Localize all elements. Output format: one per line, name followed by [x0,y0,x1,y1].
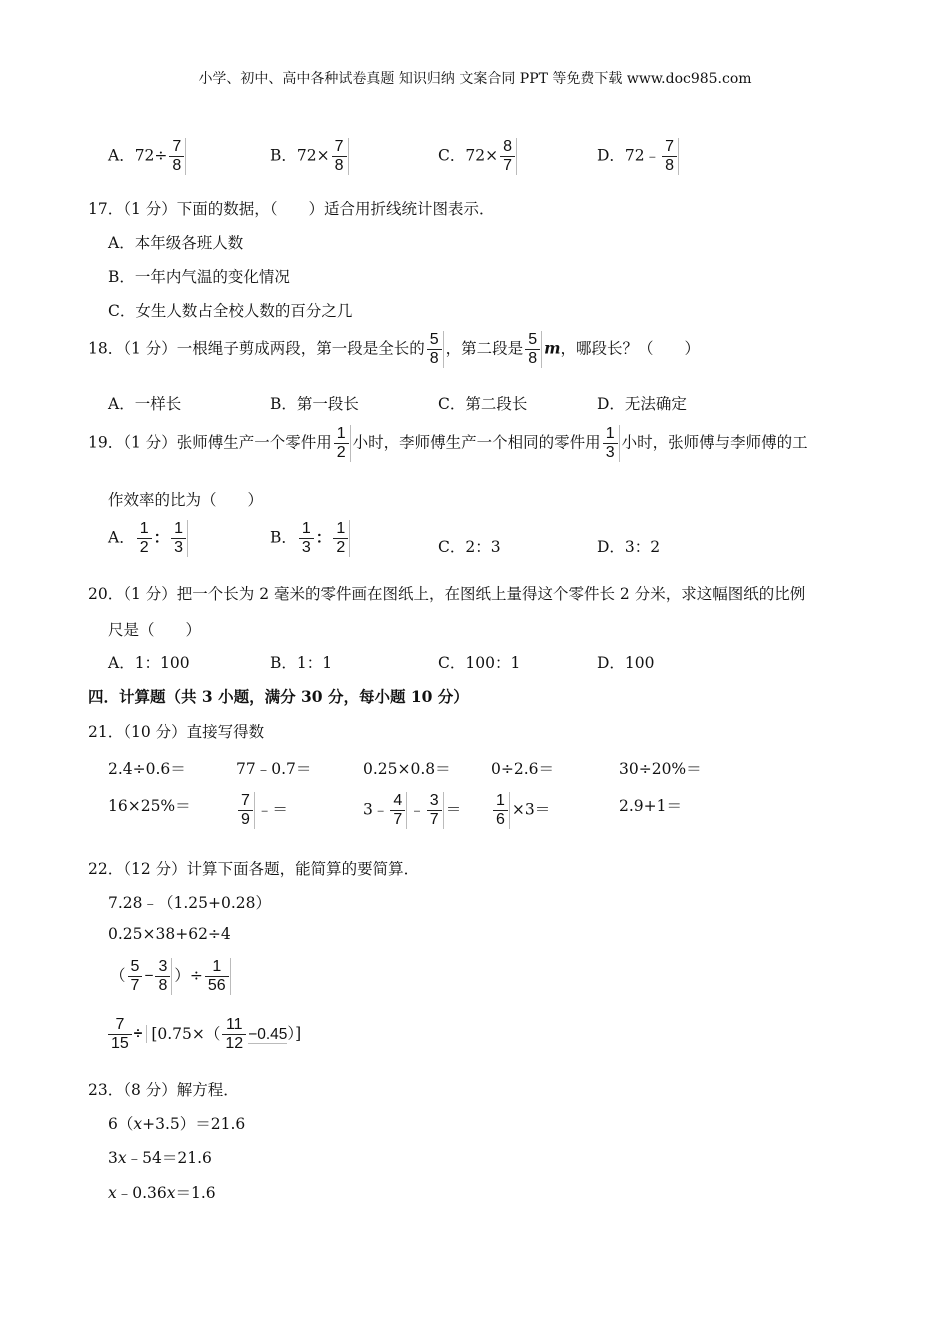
q21-stem: 21．（10 分）直接写得数 [88,723,265,741]
q19-a1-num: 1 [139,520,149,537]
q18-stem [88,331,700,368]
q21-r2-item-2 [236,792,288,829]
q16-c-num: 8 [503,138,512,155]
q23-e3-b: ＝1.6 [175,1184,216,1202]
q19-option-d: D．3：2 [597,538,661,556]
q22-e3-f3-num: 1 [212,958,222,975]
q21-r2-3-fraction-2 [427,792,444,829]
q19-a2-den: 3 [171,538,186,557]
q22-e4-fraction-2 [222,1016,246,1053]
q22-e4-mid: [0.75×（ [146,1025,220,1043]
q18-f2-den: 8 [525,349,540,368]
q19-b-colon: ： [315,529,332,547]
q21-r2-item-5: 2.9+1＝ [619,797,682,815]
q19-a-frac-2 [171,520,188,557]
q19-stem-3: 小时，张师傅与李师傅的工 [621,433,808,452]
q23-e3-x2: x [166,1184,176,1202]
q19-fraction-1 [334,425,351,462]
q22-e4-fraction-1 [108,1016,132,1053]
q22-e4-f2-num: 11 [225,1016,243,1033]
q21-r2-2-tail: ﹣＝ [256,800,288,819]
q19-stem-1: 19．（1 分）张师傅生产一个零件用 [88,433,332,452]
q21-r2-3-f1-den: 7 [390,810,405,829]
q19-f2-num: 1 [605,425,615,442]
q19-b-frac-1 [299,520,314,557]
q22-e3-f1-num: 5 [130,958,140,975]
q18-f1-num: 5 [429,331,439,348]
q23-e3-x1: x [108,1184,117,1202]
q23-equation-2 [108,1146,212,1168]
q16-c-prefix: C．72× [438,146,499,165]
q16-d-prefix: D．72﹣ [597,146,661,165]
q16-d-num: 7 [665,138,675,155]
q19-a-label: A． [108,528,135,547]
q21-r2-item-1: 16×25%＝ [108,797,191,815]
q22-e4-f2-den: 12 [222,1034,246,1053]
q22-expression-3 [110,958,233,995]
q17-option-b: B．一年内气温的变化情况 [108,268,290,286]
q23-equation-1 [108,1112,245,1134]
q21-r1-item-1: 2.4÷0.6＝ [108,760,186,778]
q21-r2-2-fraction [238,792,255,829]
q16-option-a [108,138,188,175]
q23-e1-a: 6（ [108,1115,134,1133]
q23-stem: 23．（8 分）解方程． [88,1081,239,1099]
q16-b-fraction [332,138,349,175]
q16-d-fraction [662,138,679,175]
q16-d-den: 8 [662,156,677,175]
q20-option-b: B．1：1 [270,654,333,672]
q21-r1-item-2: 77﹣0.7＝ [236,760,312,778]
q23-e2-a: 3 [108,1149,118,1167]
q23-e2-x: x [117,1149,127,1167]
q22-e3-f1-den: 7 [128,976,143,995]
q16-b-num: 7 [334,138,344,155]
q22-e3-fraction-1 [128,958,143,995]
q19-b-label: B． [270,528,297,547]
q19-option-a [108,520,190,557]
q23-e2-b: ﹣54＝21.6 [126,1149,212,1167]
q21-r2-3-f2-num: 3 [429,792,439,809]
q22-e4-tail: −0.45 [248,1025,288,1043]
q20-option-a: A．1：100 [108,654,190,672]
q16-a-fraction [169,138,186,175]
q19-stem-2: 小时，李师傅生产一个相同的零件用 [352,433,601,452]
q19-f1-den: 2 [334,443,349,462]
q21-r1-item-3: 0.25×0.8＝ [363,760,451,778]
q16-a-prefix: A．72÷ [108,146,168,165]
q16-b-prefix: B．72× [270,146,330,165]
q21-r2-2-den: 9 [238,810,253,829]
q22-expression-4 [106,1016,301,1053]
q16-b-den: 8 [332,156,347,175]
q16-a-num: 7 [172,138,182,155]
q16-c-fraction [500,138,517,175]
q23-e1-x: x [133,1115,143,1133]
q18-stem-3: ，哪段长？（ ） [560,339,701,358]
q19-fraction-2 [603,425,620,462]
q19-b2-num: 1 [336,520,346,537]
q22-e4-close: ）] [287,1024,302,1043]
q18-option-c: C．第二段长 [438,395,528,413]
q21-r2-2-num: 7 [241,792,250,809]
q21-r2-3-f2-den: 7 [427,810,442,829]
q16-option-d [597,138,681,175]
q23-e1-b: +3.5）＝21.6 [142,1115,246,1133]
q16-a-den: 8 [169,156,184,175]
q19-a-colon: ： [153,529,170,547]
q19-b1-den: 3 [299,538,314,557]
q18-fraction-1 [427,331,444,368]
q19-f2-den: 3 [603,443,618,462]
q22-e3-open: （ [110,966,126,985]
q22-stem: 22．（12 分）计算下面各题，能简算的要简算． [88,860,420,878]
q22-e3-f2-num: 3 [158,958,168,975]
q22-e4-f1-num: 7 [115,1016,125,1033]
q19-a2-num: 1 [174,520,184,537]
q22-expression-2: 0.25×38+62÷4 [108,925,231,943]
q22-e3-fraction-2 [155,958,172,995]
q18-f1-den: 8 [427,349,442,368]
q21-r2-3-mid: ﹣ [409,800,425,819]
q19-a-frac-1 [137,520,152,557]
q22-e3-minus: − [144,967,154,985]
q21-r2-3-f1-num: 4 [393,792,403,809]
q19-b1-num: 1 [301,520,311,537]
q21-r2-item-4 [491,792,550,829]
q22-e3-f3-den: 56 [205,976,229,995]
q19-option-c: C．2：3 [438,538,501,556]
q22-expression-1: 7.28﹣（1.25+0.28） [108,894,272,912]
q18-fraction-2 [525,331,542,368]
q23-e3-a: ﹣0.36 [116,1184,167,1202]
q23-equation-3 [108,1181,216,1203]
q17-option-a: A．本年级各班人数 [108,234,244,252]
q22-e3-fraction-3 [205,958,231,995]
q21-r2-4-fraction [493,792,510,829]
q19-f1-num: 1 [336,425,346,442]
q17-stem: 17．（1 分）下面的数据，（ ）适合用折线统计图表示． [88,200,495,218]
q18-option-a: A．一样长 [108,395,182,413]
q18-option-b: B．第一段长 [270,395,359,413]
q21-r2-item-3 [363,792,461,829]
q22-e3-f2-den: 8 [155,976,170,995]
q21-r2-3-fraction-1 [390,792,407,829]
q22-e4-divide: ÷ [133,1025,143,1043]
q21-r2-3-head: 3﹣ [363,800,389,819]
q19-stem-cont: 作效率的比为（ ） [108,491,264,509]
q20-option-c: C．100：1 [438,654,521,672]
q20-stem: 20．（1 分）把一个长为 2 毫米的零件画在图纸上，在图纸上量得这个零件长 2 分米，求这幅图纸的比例 [88,585,806,603]
q19-option-b [270,520,352,557]
q18-option-d: D．无法确定 [597,395,687,413]
q19-a1-den: 2 [137,538,152,557]
q22-e4-f1-den: 15 [108,1034,132,1053]
q18-stem-1: 18．（1 分）一根绳子剪成两段，第一段是全长的 [88,339,425,358]
q16-option-c [438,138,519,175]
q19-b-frac-2 [333,520,350,557]
q21-r2-4-num: 1 [496,792,505,809]
q21-r2-4-tail: ×3＝ [511,800,551,819]
q17-option-c: C．女生人数占全校人数的百分之几 [108,302,353,320]
q16-option-b [270,138,351,175]
q18-stem-2: ，第二段是 [445,339,524,358]
q16-c-den: 7 [500,156,515,175]
section-4-heading: 四．计算题（共 3 小题，满分 30 分，每小题 10 分） [88,687,469,706]
q19-stem [88,425,808,462]
q22-e3-close: ）÷ [174,966,203,985]
q20-stem-cont: 尺是（ ） [108,621,202,639]
q20-option-d: D．100 [597,654,655,672]
q18-unit: m [544,338,561,358]
q21-r2-4-den: 6 [493,810,508,829]
q18-f2-num: 5 [528,331,538,348]
page-header: 小学、初中、高中各种试卷真题 知识归纳 文案合同 PPT 等免费下载 www.doc985.com [198,71,752,87]
q19-b2-den: 2 [333,538,348,557]
q21-r2-3-tail: ＝ [445,800,462,819]
q21-r1-item-5: 30÷20%＝ [619,760,702,778]
q21-r1-item-4: 0÷2.6＝ [491,760,554,778]
